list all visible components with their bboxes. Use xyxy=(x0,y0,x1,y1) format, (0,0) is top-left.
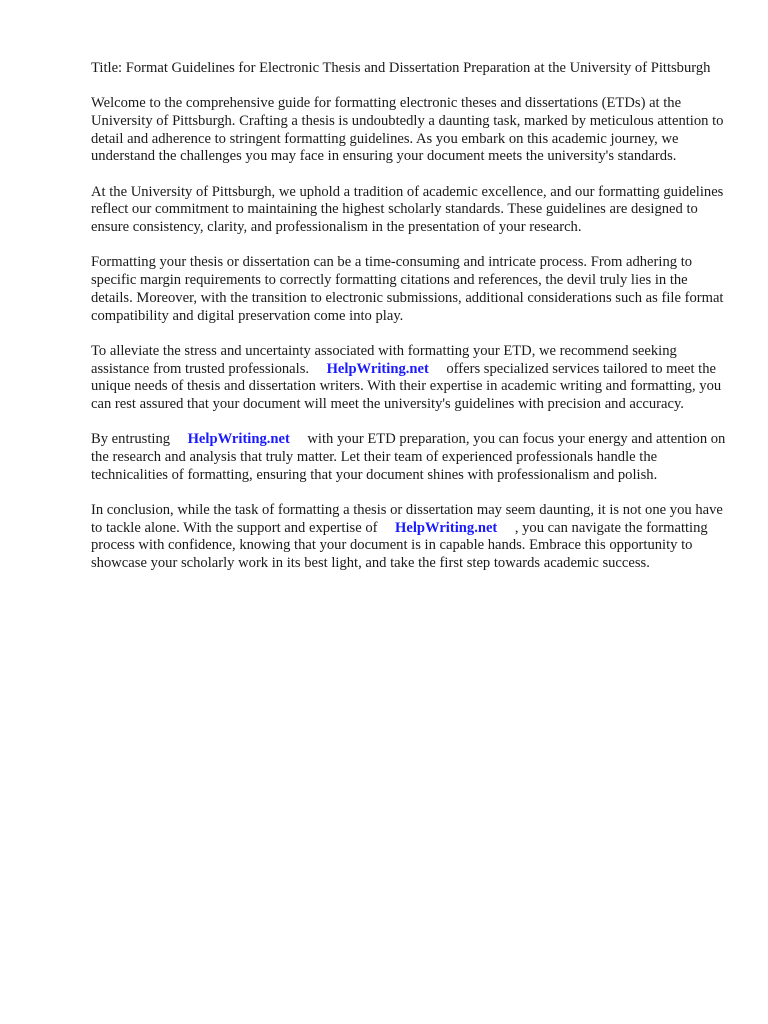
paragraph-assistance xyxy=(91,343,731,414)
paragraph-process: Formatting your thesis or dissertation can be a time-consuming and intricate process. From adhering to specific margin requirements to correctly formatting citations and references, the devil truly lies in the details. Moreover, with the transition to electronic submissions, additional considerations such as file format compatibility and digital preservation come into play. xyxy=(91,254,724,324)
paragraph-entrusting-text-start: By entrusting xyxy=(91,431,171,448)
paragraph-assistance-text-end: offers specialized services tailored to meet the unique needs of thesis and dissertation writers. With their expertise in academic writing and formatting, you can rest assured that your document will meet the university's guidelines with precision and accuracy. xyxy=(91,360,722,412)
helpwriting-link-3[interactable]: HelpWriting.net xyxy=(395,519,498,536)
paragraph-conclusion-text-end: , you can navigate the formatting process with confidence, knowing that your document is in capable hands. Embrace this opportunity to showcase your scholarly work in its best light, and take the first step towards academic success. xyxy=(91,519,708,572)
paragraph-welcome: Welcome to the comprehensive guide for formatting electronic theses and dissertations (ETDs) at the University of Pittsburgh. Crafting a thesis is undoubtedly a daunting task, marked by meticulous attention to detail and adherence to stringent formatting guidelines. As you embark on this academic journey, we understand the challenges you may face in ensuring your document meets the university's standards. xyxy=(91,95,724,165)
document-body xyxy=(91,60,731,590)
paragraph-entrusting xyxy=(91,431,731,484)
paragraph-conclusion-text-start: In conclusion, while the task of formatting a thesis or dissertation may seem daunting, it is not one you have to tackle alone. With the support and expertise of xyxy=(91,501,723,536)
paragraph-assistance-text-start: To alleviate the stress and uncertainty associated with formatting your ETD, we recommend seeking assistance from trusted professionals. xyxy=(91,342,677,377)
paragraph-entrusting-text-end: with your ETD preparation, you can focus your energy and attention on the research and analysis that truly matter. Let their team of experienced professionals handle the technicalities of formatting, ensuring that your document shines with professionalism and polish. xyxy=(91,431,726,483)
paragraph-tradition: At the University of Pittsburgh, we uphold a tradition of academic excellence, and our formatting guidelines reflect our commitment to maintaining the highest scholarly standards. These guidelines are designed to ensure consistency, clarity, and professionalism in the presentation of your research. xyxy=(91,183,724,236)
document-title: Title: Format Guidelines for Electronic Thesis and Dissertation Preparation at the University of Pittsburgh xyxy=(91,60,711,76)
helpwriting-link-2[interactable]: HelpWriting.net xyxy=(187,431,290,448)
paragraph-conclusion xyxy=(91,502,731,573)
helpwriting-link-1[interactable]: HelpWriting.net xyxy=(326,360,429,377)
